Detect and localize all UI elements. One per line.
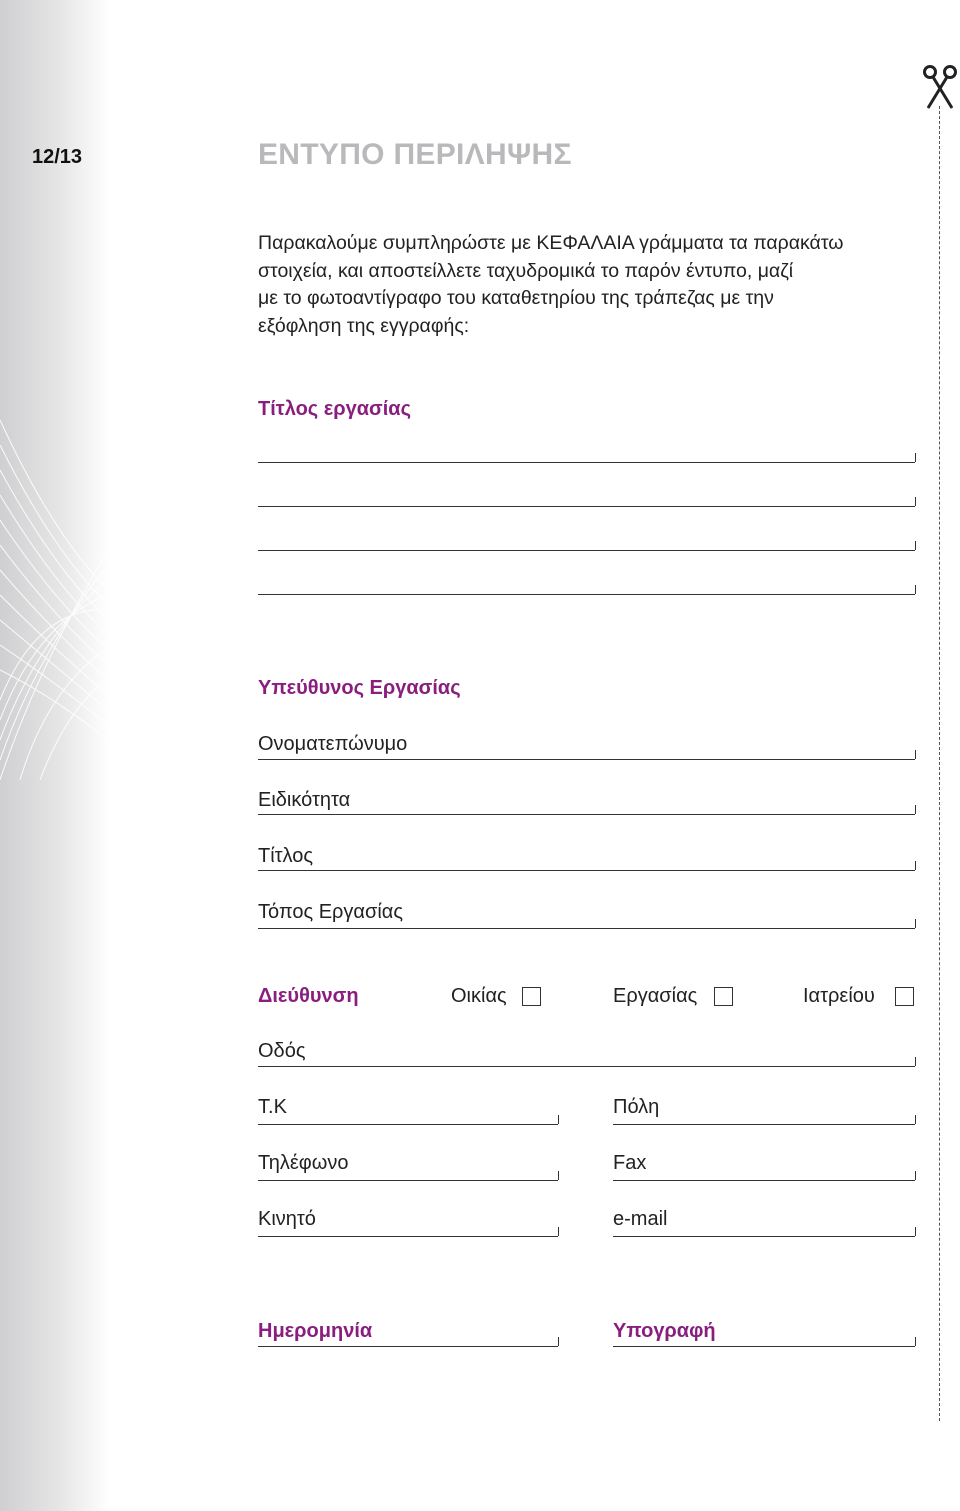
work-title-line-3[interactable] bbox=[258, 550, 915, 551]
intro-text bbox=[258, 230, 908, 340]
date-field[interactable] bbox=[258, 1346, 558, 1347]
fax-label: Fax bbox=[613, 1152, 647, 1174]
specialty-field[interactable] bbox=[258, 814, 915, 815]
work-option-label: Εργασίας bbox=[613, 985, 698, 1007]
intro-line: στοιχεία, και αποστείλλετε ταχυδρομικά το παρόν έντυπο, μαζί bbox=[258, 259, 794, 282]
page-number: 12/13 bbox=[32, 146, 83, 168]
title-field[interactable] bbox=[258, 870, 915, 871]
decorative-wave-graphic bbox=[0, 400, 120, 780]
specialty-label: Ειδικότητα bbox=[258, 789, 351, 811]
work-title-line-4[interactable] bbox=[258, 594, 915, 595]
signature-heading: Υπογραφή bbox=[613, 1320, 716, 1342]
fullname-field[interactable] bbox=[258, 759, 915, 760]
phone-label: Τηλέφωνο bbox=[258, 1152, 349, 1174]
date-heading: Ημερομηνία bbox=[258, 1320, 373, 1342]
mobile-field[interactable] bbox=[258, 1236, 558, 1237]
email-label: e-mail bbox=[613, 1208, 668, 1230]
address-heading: Διεύθυνση bbox=[258, 985, 359, 1007]
work-title-line-1[interactable] bbox=[258, 462, 915, 463]
form-title: ΕΝΤΥΠΟ ΠΕΡΙΛΗΨΗΣ bbox=[258, 138, 572, 171]
clinic-option-label: Ιατρείου bbox=[803, 985, 875, 1007]
home-checkbox[interactable] bbox=[522, 987, 541, 1006]
postal-code-field[interactable] bbox=[258, 1124, 558, 1125]
city-label: Πόλη bbox=[613, 1096, 660, 1118]
email-field[interactable] bbox=[613, 1236, 915, 1237]
street-label: Οδός bbox=[258, 1040, 306, 1062]
home-option-label: Οικίας bbox=[451, 985, 507, 1007]
city-field[interactable] bbox=[613, 1124, 915, 1125]
intro-line: Παρακαλούμε συμπληρώστε με ΚΕΦΑΛΑΙΑ γράμματα τα παρακάτω bbox=[258, 232, 844, 254]
work-title-heading: Τίτλος εργασίας bbox=[258, 398, 411, 420]
signature-field[interactable] bbox=[613, 1346, 915, 1347]
workplace-label: Τόπος Εργασίας bbox=[258, 901, 403, 923]
clinic-checkbox[interactable] bbox=[895, 987, 914, 1006]
fullname-label: Ονοματεπώνυμο bbox=[258, 733, 408, 755]
title-label: Τίτλος bbox=[258, 845, 314, 867]
cut-dashed-line bbox=[939, 106, 940, 1421]
work-checkbox[interactable] bbox=[714, 987, 733, 1006]
intro-line: με το φωτοαντίγραφο του καταθετηρίου της τράπεζας με την bbox=[258, 287, 774, 309]
scissors-icon bbox=[922, 64, 958, 110]
mobile-label: Κινητό bbox=[258, 1208, 316, 1230]
workplace-field[interactable] bbox=[258, 928, 915, 929]
postal-code-label: Τ.Κ bbox=[258, 1096, 287, 1118]
fax-field[interactable] bbox=[613, 1180, 915, 1181]
work-title-line-2[interactable] bbox=[258, 506, 915, 507]
intro-line: εξόφληση της εγγραφής: bbox=[258, 314, 470, 337]
responsible-heading: Υπεύθυνος Εργασίας bbox=[258, 677, 461, 699]
phone-field[interactable] bbox=[258, 1180, 558, 1181]
street-field[interactable] bbox=[258, 1066, 915, 1067]
